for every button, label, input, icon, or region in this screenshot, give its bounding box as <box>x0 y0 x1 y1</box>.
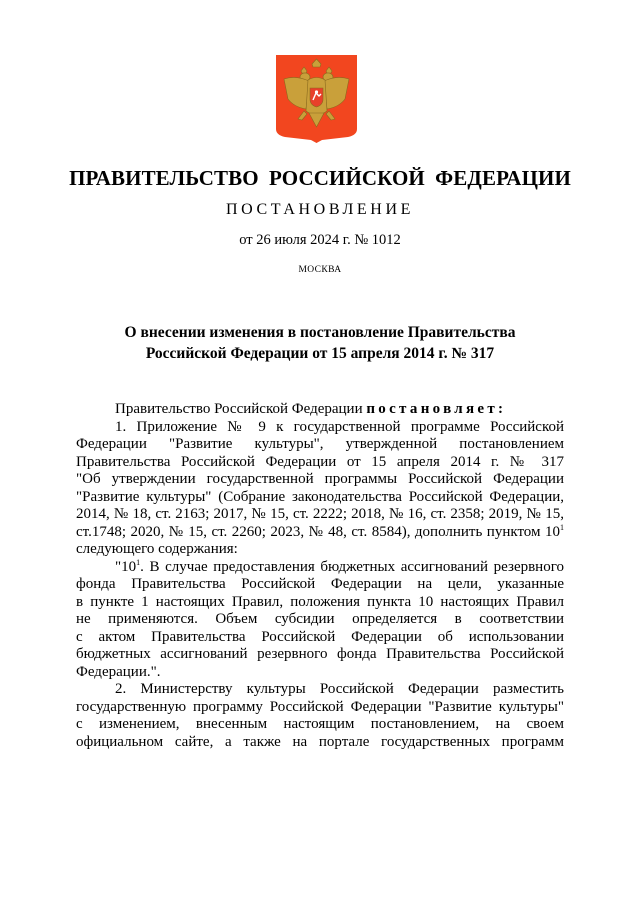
body-line: бюджетных ассигнований резервного фонда Правительства Российской <box>76 646 564 662</box>
body-line: Правительства Российской Федерации от 15 апреля 2014 г. № 317 <box>76 453 564 470</box>
body-text: Правительство Российской Федерации <box>115 401 363 417</box>
body-line: следующего содержания: <box>76 541 238 557</box>
document-body <box>76 401 564 751</box>
body-line: с изменением, внесенным настоящим постановлением, на своем <box>76 716 564 732</box>
body-line: не применяются. Объем субсидии определяется в соответствии <box>76 611 564 627</box>
superscript: 1 <box>136 557 141 567</box>
body-line: 2. Министерству культуры Российской Федерации разместить <box>115 681 564 697</box>
body-line: Федерации "Развитие культуры", утвержденной постановлением <box>76 436 564 452</box>
body-line <box>76 559 564 577</box>
document-city: МОСКВА <box>298 265 342 275</box>
decree-keyword: постановляет: <box>366 401 507 417</box>
body-line: Федерации.". <box>76 663 161 680</box>
body-text: ст.1748; 2020, № 15, ст. 2260; 2023, № 48, ст. 8584), дополнить пунктом 10 <box>76 523 560 540</box>
superscript: 1 <box>560 522 564 532</box>
body-line: 1. Приложение № 9 к государственной программе Российской <box>115 418 564 435</box>
document-subject <box>0 322 640 364</box>
body-line: официальном сайте, а также на портале государственных программ <box>76 733 564 750</box>
body-line: 2014, № 18, ст. 2163; 2017, № 15, ст. 2222; 2018, № 16, ст. 2358; 2019, № 15, <box>76 506 564 522</box>
subject-line: О внесении изменения в постановление Правительства <box>124 324 516 341</box>
body-line: "Развитие культуры" (Собрание законодательства Российской Федерации, <box>76 488 564 505</box>
body-text: . В случае предоставления бюджетных ассигнований резервного <box>140 558 564 575</box>
document-type: ПОСТАНОВЛЕНИЕ <box>226 201 414 218</box>
document-date-number: от 26 июля 2024 г. № 1012 <box>239 232 401 248</box>
subject-line: Российской Федерации от 15 апреля 2014 г. № 317 <box>145 345 495 362</box>
body-line <box>76 524 564 542</box>
organization-title: ПРАВИТЕЛЬСТВО РОССИЙСКОЙ ФЕДЕРАЦИИ <box>69 166 571 190</box>
coat-of-arms-emblem <box>276 55 357 143</box>
body-line <box>76 401 564 419</box>
body-line: в пункте 1 настоящих Правил, положения пункта 10 настоящих Правил <box>76 593 564 610</box>
body-line: фонда Правительства Российской Федерации на цели, указанные <box>76 576 564 592</box>
body-line: с актом Правительства Российской Федерации об использовании <box>76 628 564 645</box>
body-line: государственную программу Российской Федерации "Развитие культуры" <box>76 698 564 715</box>
body-text: "10 <box>115 558 137 575</box>
body-line: "Об утверждении государственной программы Российской Федерации <box>76 471 564 487</box>
